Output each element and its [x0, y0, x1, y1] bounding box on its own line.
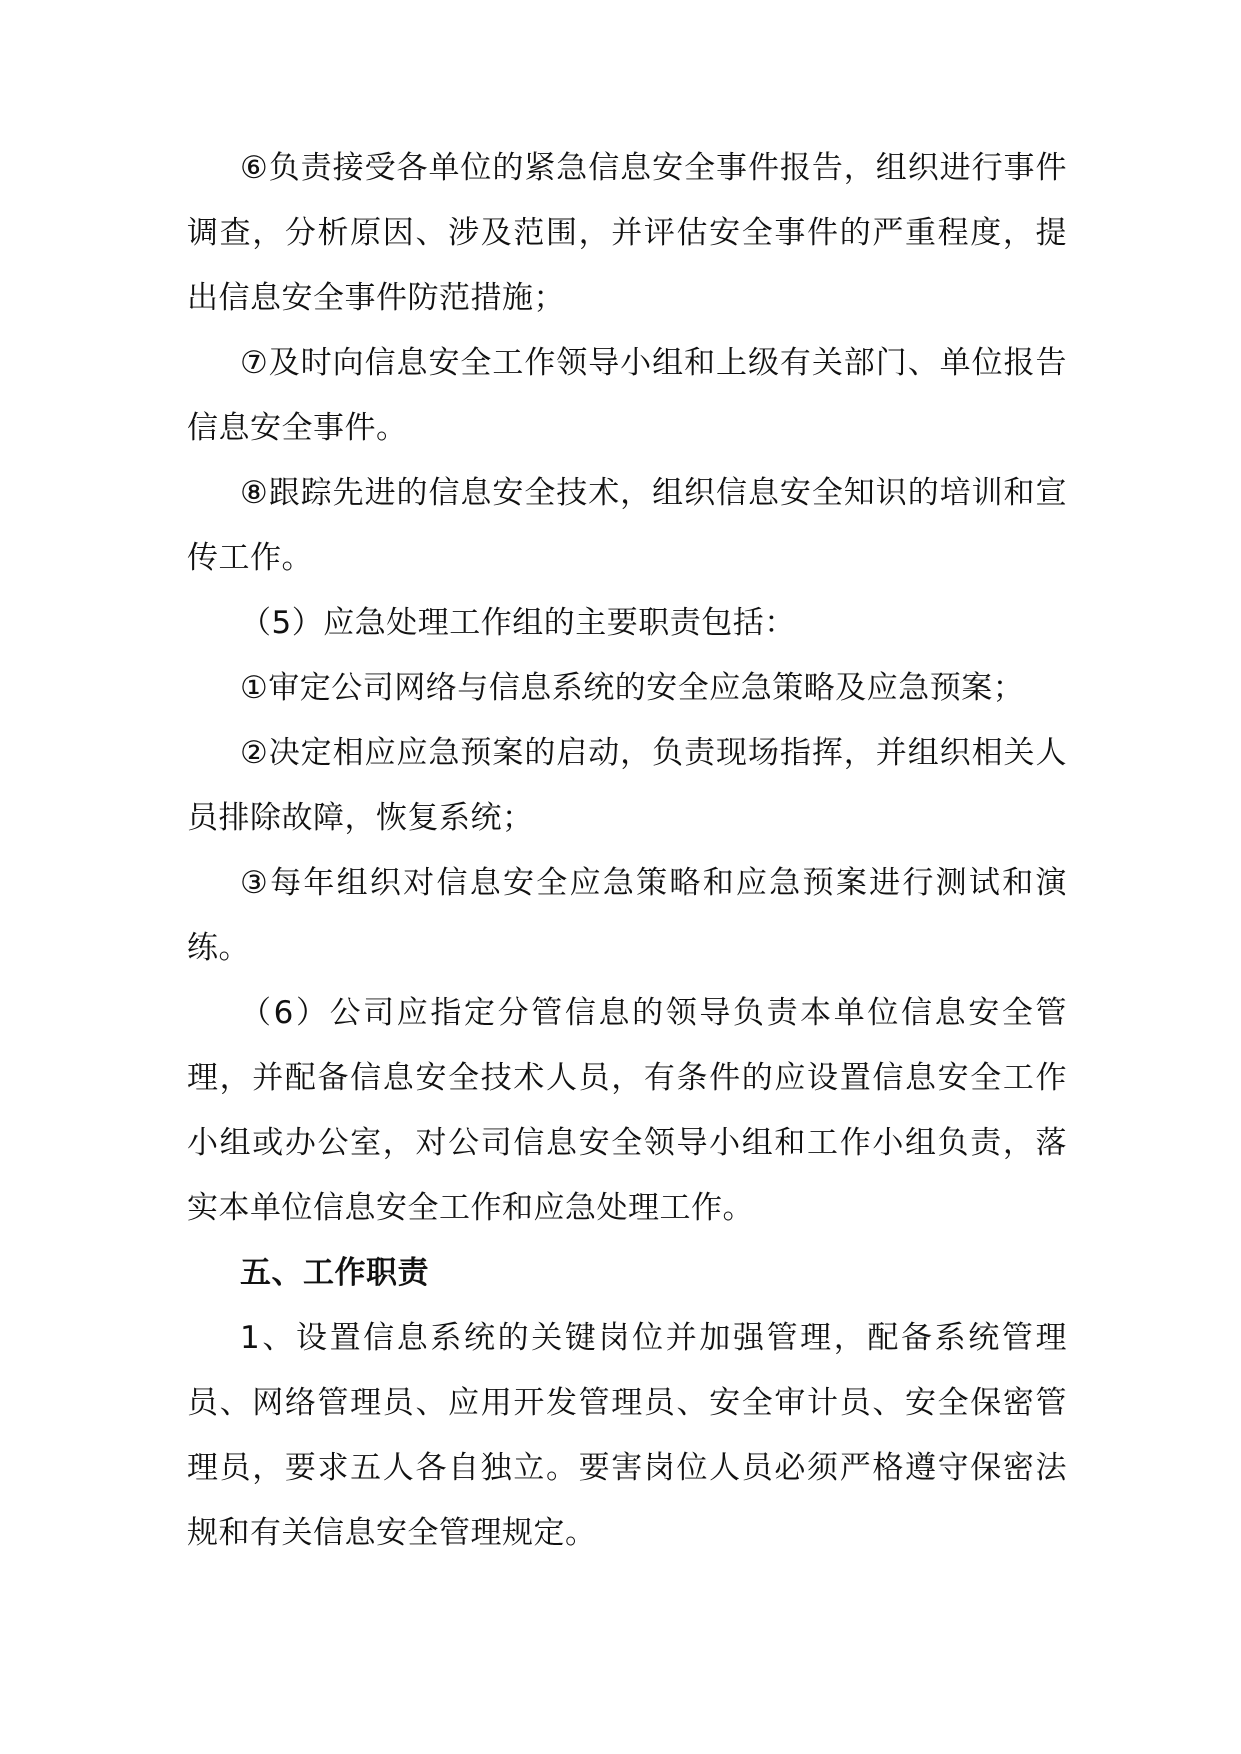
- paragraph-item-7: ⑦及时向信息安全工作领导小组和上级有关部门、单位报告信息安全事件。: [187, 345, 1067, 446]
- paragraph-item-8: ⑧跟踪先进的信息安全技术，组织信息安全知识的培训和宣传工作。: [187, 475, 1067, 576]
- paragraph-item-1: ①审定公司网络与信息系统的安全应急策略及应急预案；: [240, 670, 1025, 706]
- paragraph-section-5-intro: （5）应急处理工作组的主要职责包括：: [240, 605, 796, 641]
- paragraph-item-2: ②决定相应应急预案的启动，负责现场指挥，并组织相关人员排除故障，恢复系统；: [187, 735, 1067, 836]
- paragraph-item-6: ⑥负责接受各单位的紧急信息安全事件报告，组织进行事件调查，分析原因、涉及范围，并评估安全事件的严重程度，提出信息安全事件防范措施；: [187, 150, 1067, 316]
- paragraph-duty-1: 1、设置信息系统的关键岗位并加强管理，配备系统管理员、网络管理员、应用开发管理员、安全审计员、安全保密管理员，要求五人各自独立。要害岗位人员必须严格遵守保密法规和有关信息安全管理规定。: [187, 1320, 1067, 1551]
- paragraph-section-6: （6）公司应指定分管信息的领导负责本单位信息安全管理，并配备信息安全技术人员，有条件的应设置信息安全工作小组或办公室，对公司信息安全领导小组和工作小组负责，落实本单位信息安全工作和应急处理工作。: [187, 995, 1067, 1226]
- paragraph-item-3: ③每年组织对信息安全应急策略和应急预案进行测试和演练。: [187, 865, 1067, 966]
- document-page: [187, 136, 1067, 1566]
- section-heading-work-duties: 五、工作职责: [240, 1255, 429, 1291]
